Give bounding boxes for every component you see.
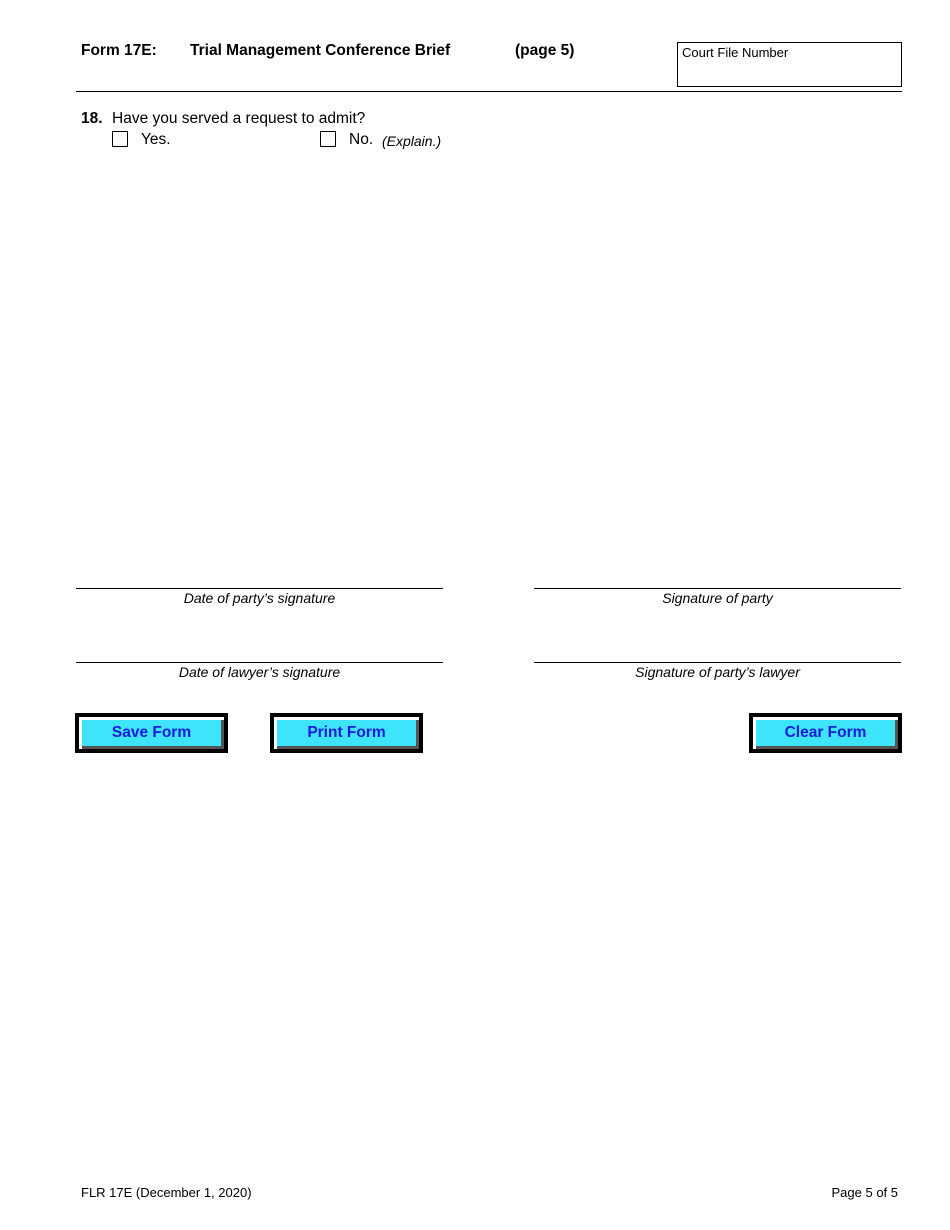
clear-form-button[interactable]: Clear Form	[749, 713, 902, 753]
question-text: Have you served a request to admit?	[112, 110, 366, 127]
form-title: Trial Management Conference Brief	[190, 42, 451, 59]
signature-of-lawyer-line	[534, 662, 901, 663]
explanation-field[interactable]	[112, 156, 904, 570]
yes-checkbox[interactable]	[112, 131, 128, 147]
court-file-number-box	[677, 42, 902, 87]
date-of-party-signature-field[interactable]	[78, 562, 445, 586]
explain-label: (Explain.)	[382, 133, 442, 149]
signature-of-party-line	[534, 588, 901, 589]
no-checkbox[interactable]	[320, 131, 336, 147]
signature-of-party-label: Signature of party	[662, 590, 773, 606]
date-of-party-signature-line	[76, 588, 443, 589]
no-label: No.	[349, 131, 374, 148]
date-of-lawyer-signature-field[interactable]	[78, 636, 445, 660]
print-form-button[interactable]: Print Form	[270, 713, 423, 753]
signature-of-lawyer-field[interactable]	[536, 636, 903, 660]
date-of-party-signature-label: Date of party’s signature	[183, 590, 336, 606]
signature-of-party-field[interactable]	[536, 562, 903, 586]
footer-form-code: FLR 17E (December 1, 2020)	[81, 1185, 252, 1200]
form-number: Form 17E:	[81, 42, 157, 59]
date-of-lawyer-signature-label: Date of lawyer’s signature	[178, 664, 341, 680]
court-file-number-field[interactable]	[680, 62, 901, 84]
save-form-button[interactable]: Save Form	[75, 713, 228, 753]
court-file-number-label: Court File Number	[682, 45, 789, 60]
date-of-lawyer-signature-line	[76, 662, 443, 663]
footer-page-count: Page 5 of 5	[831, 1185, 898, 1200]
yes-label: Yes.	[141, 131, 171, 148]
signature-of-lawyer-label: Signature of party’s lawyer	[635, 664, 800, 680]
header-divider	[76, 91, 902, 92]
question-number: 18.	[81, 110, 103, 127]
page-label: (page 5)	[515, 42, 575, 59]
